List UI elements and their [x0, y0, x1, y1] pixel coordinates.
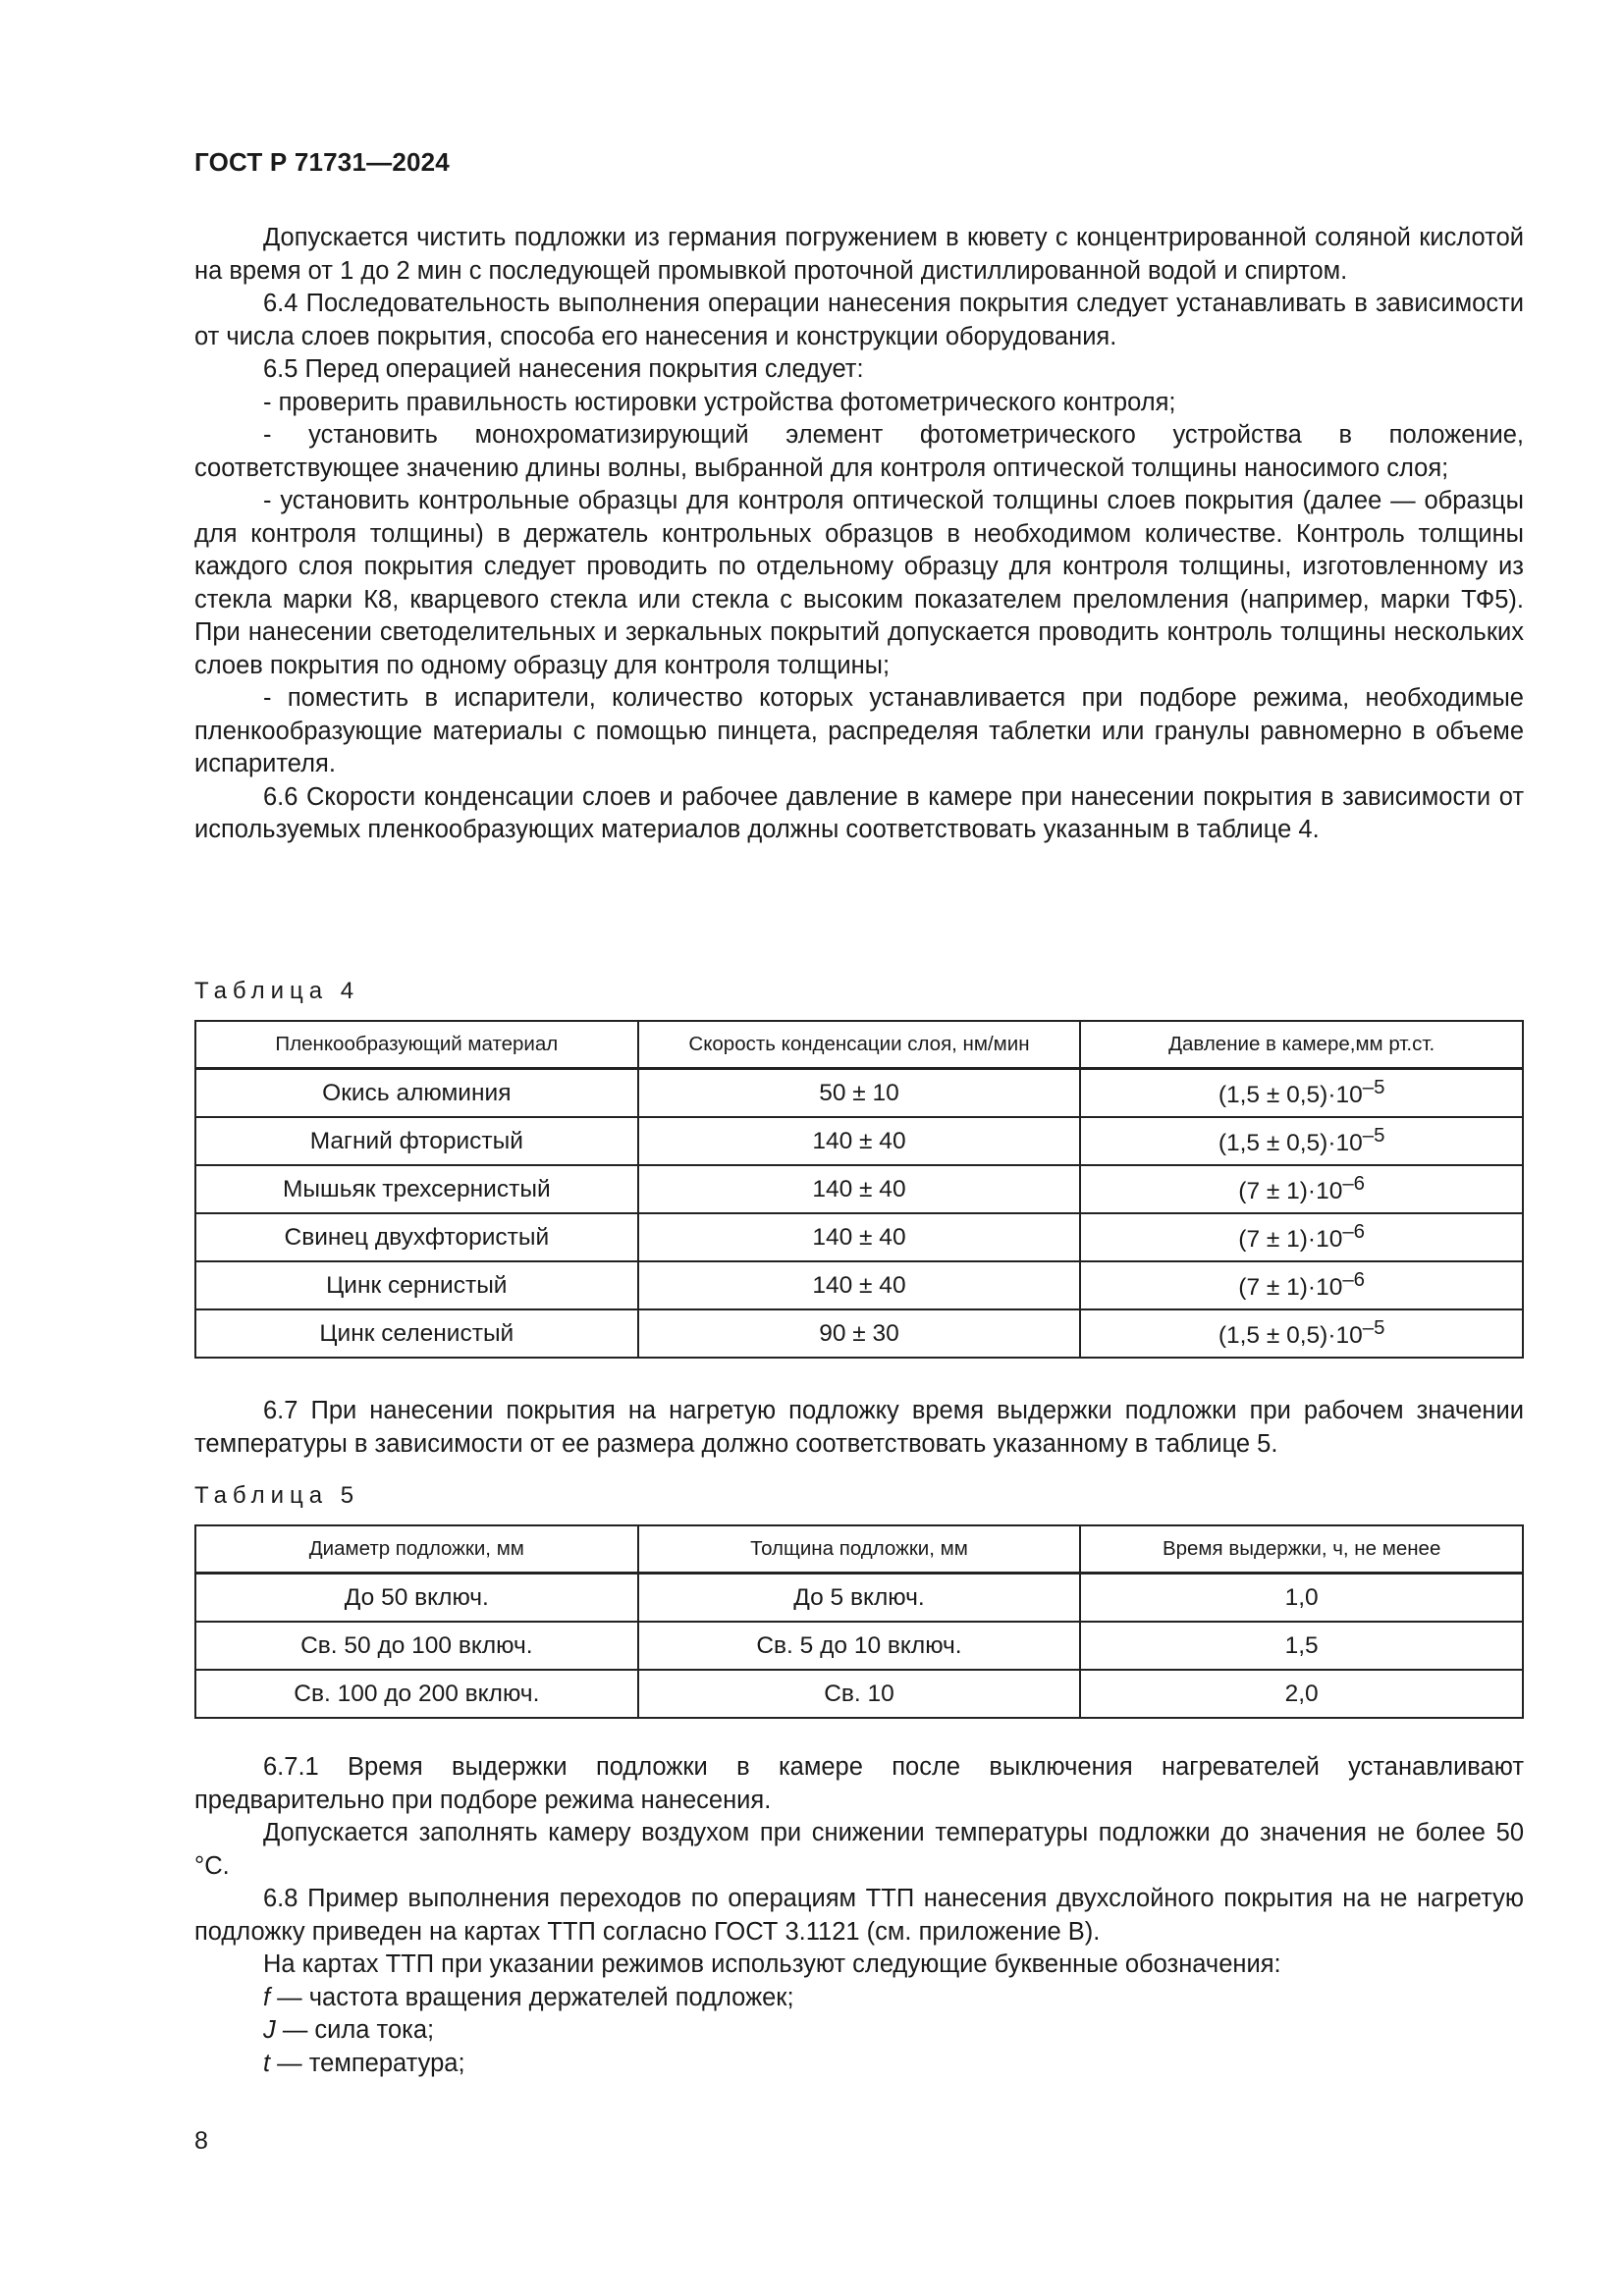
cell-material: Мышьяк трехсернистый — [195, 1165, 638, 1213]
paragraph: Допускается чистить подложки из германия погружением в кювету с концентрированной соляной кислотой на время от 1 до 2 мин с последующей промывкой проточной дистиллированной водой и спиртом. — [194, 224, 1524, 285]
text-block-2 — [194, 1395, 1524, 1461]
cell-rate: 140 ± 40 — [638, 1165, 1081, 1213]
cell-material: Цинк селенистый — [195, 1309, 638, 1358]
pressure-base: (1,5 ± 0,5)·10 — [1218, 1130, 1363, 1157]
pressure-base: (7 ± 1)·10 — [1238, 1178, 1343, 1205]
table-4 — [194, 1020, 1524, 1359]
table-row — [195, 1165, 1523, 1213]
page-number: 8 — [194, 2127, 208, 2155]
paragraph: 6.7 При нанесении покрытия на нагретую подложку время выдержки подложки при рабочем значении температуры в зависимости от ее размера должно соответствовать указанному в таблице 5. — [194, 1397, 1524, 1458]
pressure-base: (7 ± 1)·10 — [1238, 1226, 1343, 1254]
symbol-letter: f — [263, 1983, 271, 2011]
column-header-material: Пленкообразующий материал — [195, 1021, 638, 1069]
cell-diameter: До 50 включ. — [195, 1574, 638, 1623]
cell-rate: 140 ± 40 — [638, 1213, 1081, 1261]
column-header-time: Время выдержки, ч, не менее — [1080, 1525, 1523, 1574]
cell-pressure — [1080, 1117, 1523, 1165]
column-header-rate: Скорость конденсации слоя, нм/мин — [638, 1021, 1081, 1069]
pressure-exponent: –5 — [1362, 1316, 1385, 1339]
document-code: ГОСТ Р 71731—2024 — [194, 147, 450, 177]
paragraph: 6.6 Скорости конденсации слоев и рабочее давление в камере при нанесении покрытия в зависимости от используемых пленкообразующих материалов должны соответствовать указанным в таблице 4. — [194, 782, 1524, 843]
cell-material: Цинк сернистый — [195, 1261, 638, 1309]
paragraph: 6.4 Последовательность выполнения операции нанесения покрытия следует устанавливать в зависимости от числа слоев покрытия, способа его нанесения и конструкции оборудования. — [194, 290, 1524, 350]
symbol-description: — температура; — [270, 2049, 465, 2077]
cell-pressure — [1080, 1069, 1523, 1118]
paragraph: 6.7.1 Время выдержки подложки в камере после выключения нагревателей устанавливают предварительно при подборе режима нанесения. — [194, 1753, 1524, 1814]
paragraph: 6.5 Перед операцией нанесения покрытия следует: — [263, 355, 864, 383]
pressure-exponent: –5 — [1362, 1124, 1385, 1147]
cell-diameter: Св. 50 до 100 включ. — [195, 1622, 638, 1670]
cell-thickness: Св. 5 до 10 включ. — [638, 1622, 1081, 1670]
symbol-definition — [194, 2048, 1524, 2081]
table-row — [195, 1117, 1523, 1165]
cell-pressure — [1080, 1261, 1523, 1309]
pressure-base: (1,5 ± 0,5)·10 — [1218, 1082, 1363, 1109]
symbol-letter: t — [263, 2049, 271, 2077]
table-4-caption: Таблица 4 — [194, 978, 360, 1004]
column-header-pressure: Давление в камере,мм рт.ст. — [1080, 1021, 1523, 1069]
pressure-base: (1,5 ± 0,5)·10 — [1218, 1322, 1363, 1350]
text-block-1 — [194, 222, 1524, 847]
cell-material: Магний фтористый — [195, 1117, 638, 1165]
table-row — [195, 1622, 1523, 1670]
pressure-exponent: –5 — [1362, 1076, 1385, 1098]
cell-time: 1,5 — [1080, 1622, 1523, 1670]
pressure-exponent: –6 — [1342, 1172, 1366, 1195]
paragraph: 6.8 Пример выполнения переходов по операциям ТТП нанесения двухслойного покрытия на не нагретую подложку приведен на картах ТТП согласно ГОСТ 3.1121 (см. приложение В). — [194, 1885, 1524, 1946]
symbol-definition — [194, 1982, 1524, 2015]
table-5-caption: Таблица 5 — [194, 1482, 360, 1509]
table-row — [195, 1069, 1523, 1118]
cell-thickness: Св. 10 — [638, 1670, 1081, 1718]
symbol-definition — [194, 2014, 1524, 2048]
cell-time: 1,0 — [1080, 1574, 1523, 1623]
paragraph: Допускается заполнять камеру воздухом при снижении температуры подложки до значения не более 50 °С. — [194, 1819, 1524, 1880]
cell-pressure — [1080, 1213, 1523, 1261]
table-5 — [194, 1524, 1524, 1719]
cell-rate: 50 ± 10 — [638, 1069, 1081, 1118]
cell-pressure — [1080, 1165, 1523, 1213]
table-row — [195, 1309, 1523, 1358]
symbol-letter: J — [263, 2016, 276, 2044]
list-item: - поместить в испарители, количество которых устанавливается при подборе режима, необходимые пленкообразующие материалы с помощью пинцета, распределяя таблетки или гранулы равномерно в объеме испарителя. — [194, 684, 1524, 777]
cell-material: Свинец двухфтористый — [195, 1213, 638, 1261]
table-row — [195, 1213, 1523, 1261]
column-header-diameter: Диаметр подложки, мм — [195, 1525, 638, 1574]
symbol-description: — частота вращения держателей подложек; — [270, 1983, 794, 2011]
paragraph: На картах ТТП при указании режимов используют следующие буквенные обозначения: — [263, 1950, 1281, 1978]
cell-rate: 90 ± 30 — [638, 1309, 1081, 1358]
cell-rate: 140 ± 40 — [638, 1261, 1081, 1309]
table-row — [195, 1670, 1523, 1718]
cell-rate: 140 ± 40 — [638, 1117, 1081, 1165]
text-block-3 — [194, 1751, 1524, 2080]
table-row — [195, 1261, 1523, 1309]
list-item: - установить контрольные образцы для контроля оптической толщины слоев покрытия (далее — образцы для контроля толщины) в держатель контрольных образцов в необходимом количестве. Контроль толщины каждого слоя покрытия следует проводить по отдельному образцу для контроля толщины, изготовленному из стекла марки К8, кварцевого стекла или стекла с высоким показателем преломления (например, марки ТФ5). При нанесении светоделительных и зеркальных покрытий допускается проводить контроль толщины нескольких слоев покрытия по одному образцу для контроля толщины; — [194, 487, 1524, 679]
cell-thickness: До 5 включ. — [638, 1574, 1081, 1623]
cell-diameter: Св. 100 до 200 включ. — [195, 1670, 638, 1718]
pressure-exponent: –6 — [1342, 1268, 1366, 1291]
table-header-row — [195, 1021, 1523, 1069]
cell-pressure — [1080, 1309, 1523, 1358]
table-row — [195, 1574, 1523, 1623]
cell-time: 2,0 — [1080, 1670, 1523, 1718]
list-item: - проверить правильность юстировки устройства фотометрического контроля; — [263, 388, 1176, 416]
column-header-thickness: Толщина подложки, мм — [638, 1525, 1081, 1574]
cell-material: Окись алюминия — [195, 1069, 638, 1118]
table-header-row — [195, 1525, 1523, 1574]
pressure-base: (7 ± 1)·10 — [1238, 1274, 1343, 1302]
list-item: - установить монохроматизирующий элемент фотометрического устройства в положение, соответствующее значению длины волны, выбранной для контроля оптической толщины наносимого слоя; — [194, 421, 1524, 482]
symbol-description: — сила тока; — [275, 2016, 435, 2044]
pressure-exponent: –6 — [1342, 1220, 1366, 1243]
